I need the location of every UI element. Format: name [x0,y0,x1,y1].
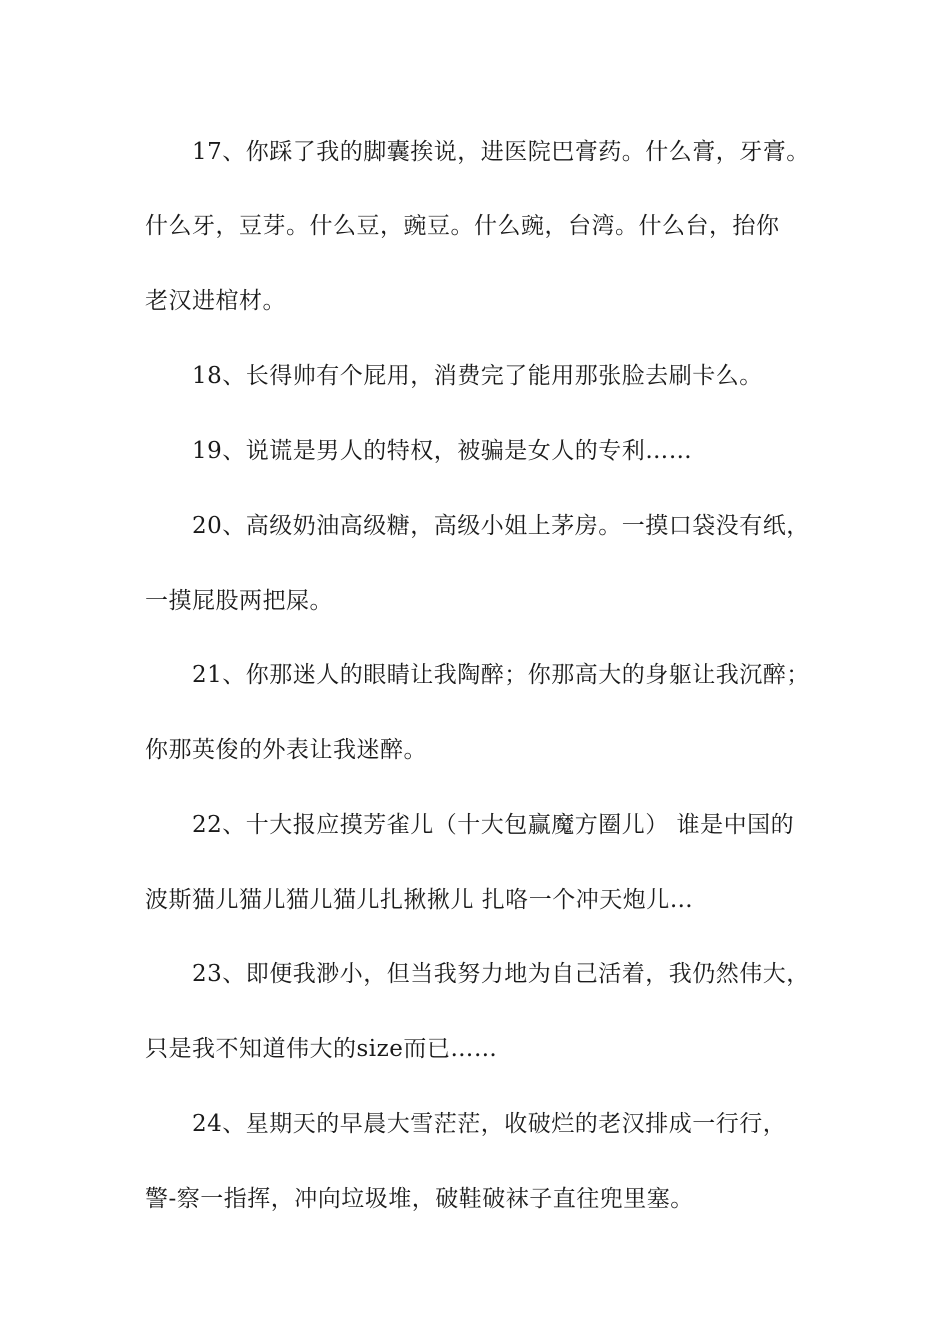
paragraph-17-line-3: 老汉进棺材。 [145,288,286,314]
paragraph-24-line-1: 24、星期天的早晨大雪茫茫，收破烂的老汉排成一行行， [192,1111,787,1137]
paragraph-17-line-2: 什么牙，豆芽。什么豆，豌豆。什么豌，台湾。什么台，抬你 [145,213,780,239]
paragraph-20-line-1: 20、高级奶油高级糖，高级小姐上茅房。一摸口袋没有纸， [192,513,810,539]
paragraph-17-line-1: 17、你踩了我的脚囊挨说，进医院巴膏药。什么膏，牙膏。 [192,139,810,165]
paragraph-18-line-1: 18、长得帅有个屁用，消费完了能用那张脸去刷卡么。 [192,363,763,389]
paragraph-23-line-1: 23、即便我渺小，但当我努力地为自己活着，我仍然伟大， [192,961,810,987]
paragraph-22-line-1: 22、十大报应摸芳雀儿（十大包赢魔方圈儿） 谁是中国的 [192,812,795,838]
paragraph-19-line-1: 19、说谎是男人的特权，被骗是女人的专利…… [192,438,693,464]
paragraph-22-line-2: 波斯猫儿猫儿猫儿猫儿扎揪揪儿 扎咯一个冲天炮儿… [145,887,694,913]
paragraph-20-line-2: 一摸屁股两把屎。 [145,588,333,614]
paragraph-21-line-2: 你那英俊的外表让我迷醉。 [145,737,427,763]
paragraph-24-line-2: 警-察一指挥，冲向垃圾堆，破鞋破袜子直往兜里塞。 [145,1186,694,1212]
paragraph-21-line-1: 21、你那迷人的眼睛让我陶醉；你那高大的身躯让我沉醉； [192,662,810,688]
paragraph-23-line-2: 只是我不知道伟大的size而已…… [145,1036,498,1062]
